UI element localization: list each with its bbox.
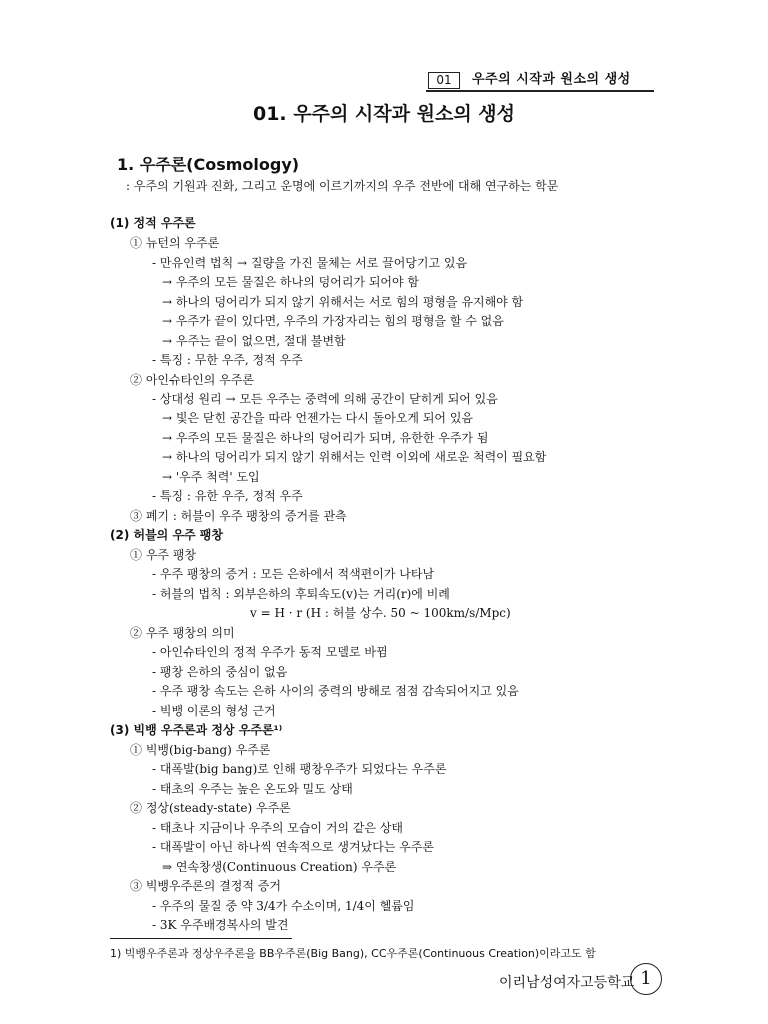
body-line: ⇒ 연속창생(Continuous Creation) 우주론 (162, 860, 397, 874)
running-header-title: 우주의 시작과 원소의 생성 (472, 72, 631, 87)
body-line: - 허블의 법칙 : 외부은하의 후퇴속도(v)는 거리(r)에 비례 (152, 587, 450, 601)
body-line: - 우주 팽창 속도는 은하 사이의 중력의 방해로 점점 감속되어지고 있음 (152, 684, 519, 698)
body-line: - 대폭발이 아닌 하나씩 연속적으로 생겨났다는 우주론 (152, 840, 434, 854)
body-line: → 우주가 끝이 있다면, 우주의 가장자리는 힘의 평형을 할 수 없음 (162, 314, 504, 328)
page-title: 01. 우주의 시작과 원소의 생성 (252, 103, 515, 125)
chapter-number-box: 01 (428, 72, 460, 89)
body-line: - 상대성 원리 → 모든 우주는 중력에 의해 공간이 닫히게 되어 있음 (152, 392, 498, 406)
body-line: ③ 폐기 : 허블이 우주 팽창의 증거를 관측 (130, 509, 347, 523)
body-line: - 팽창 은하의 중심이 없음 (152, 665, 288, 679)
footnote-divider (110, 938, 292, 939)
body-line: - 대폭발(big bang)로 인해 팽창우주가 되었다는 우주론 (152, 762, 447, 776)
body-line: - 빅뱅 이론의 형성 근거 (152, 704, 276, 718)
page-number: 1 (630, 963, 662, 995)
body-line: ① 우주 팽창 (130, 548, 196, 562)
body-line: → 하나의 덩어리가 되지 않기 위해서는 서로 힘의 평형을 유지해야 함 (162, 295, 524, 309)
body-line: → '우주 척력' 도입 (162, 470, 260, 484)
body-line: → 우주의 모든 물질은 하나의 덩어리가 되어야 함 (162, 275, 420, 289)
subsection-heading: (3) 빅뱅 우주론과 정상 우주론¹⁾ (110, 723, 283, 737)
body-line: - 태초의 우주는 높은 온도와 밀도 상태 (152, 782, 353, 796)
body-line: ② 정상(steady-state) 우주론 (130, 801, 291, 815)
body-line: - 만유인력 법칙 → 질량을 가진 물체는 서로 끌어당기고 있음 (152, 256, 468, 270)
body-line: - 아인슈타인의 정적 우주가 동적 모델로 바뀜 (152, 645, 388, 659)
body-line: → 우주는 끝이 없으면, 절대 불변함 (162, 334, 346, 348)
definition-text: : 우주의 기원과 진화, 그리고 운명에 이르기까지의 우주 전반에 대해 연구하는 학문 (126, 179, 559, 193)
body-line: - 우주 팽창의 증거 : 모든 은하에서 적색편이가 나타남 (152, 567, 435, 581)
body-line: ② 아인슈타인의 우주론 (130, 373, 254, 387)
school-name: 이리남성여자고등학교 (499, 975, 635, 991)
body-line: - 3K 우주배경복사의 발견 (152, 918, 289, 932)
body-line: ① 빅뱅(big-bang) 우주론 (130, 743, 271, 757)
body-line: ③ 빅뱅우주론의 결정적 증거 (130, 879, 281, 893)
body-line: → 우주의 모든 물질은 하나의 덩어리가 되며, 유한한 우주가 됨 (162, 431, 489, 445)
subsection-heading: (2) 허블의 우주 팽창 (110, 528, 223, 542)
running-header (426, 72, 654, 92)
body-line: → 하나의 덩어리가 되지 않기 위해서는 인력 이외에 새로운 척력이 필요함 (162, 450, 547, 464)
body-line: - 특징 : 유한 우주, 정적 우주 (152, 489, 303, 503)
body-line: - 특징 : 무한 우주, 정적 우주 (152, 353, 303, 367)
footnote: 1) 빅뱅우주론과 정상우주론을 BB우주론(Big Bang), CC우주론(Continuous Creation)이라고도 함 (110, 947, 596, 960)
subsection-heading: (1) 정적 우주론 (110, 216, 196, 230)
body-line: ② 우주 팽창의 의미 (130, 626, 235, 640)
body-line: - 우주의 물질 중 약 3/4가 수소이며, 1/4이 헬륨임 (152, 899, 415, 913)
body-line: - 태초나 지금이나 우주의 모습이 거의 같은 상태 (152, 821, 404, 835)
body-line: ① 뉴턴의 우주론 (130, 236, 220, 250)
body-line: v = H · r (H : 허블 상수. 50 ~ 100km/s/Mpc) (250, 606, 511, 620)
section-heading: 1. 우주론(Cosmology) (117, 155, 300, 174)
body-line: → 빛은 닫힌 공간을 따라 언젠가는 다시 돌아오게 되어 있음 (162, 411, 474, 425)
